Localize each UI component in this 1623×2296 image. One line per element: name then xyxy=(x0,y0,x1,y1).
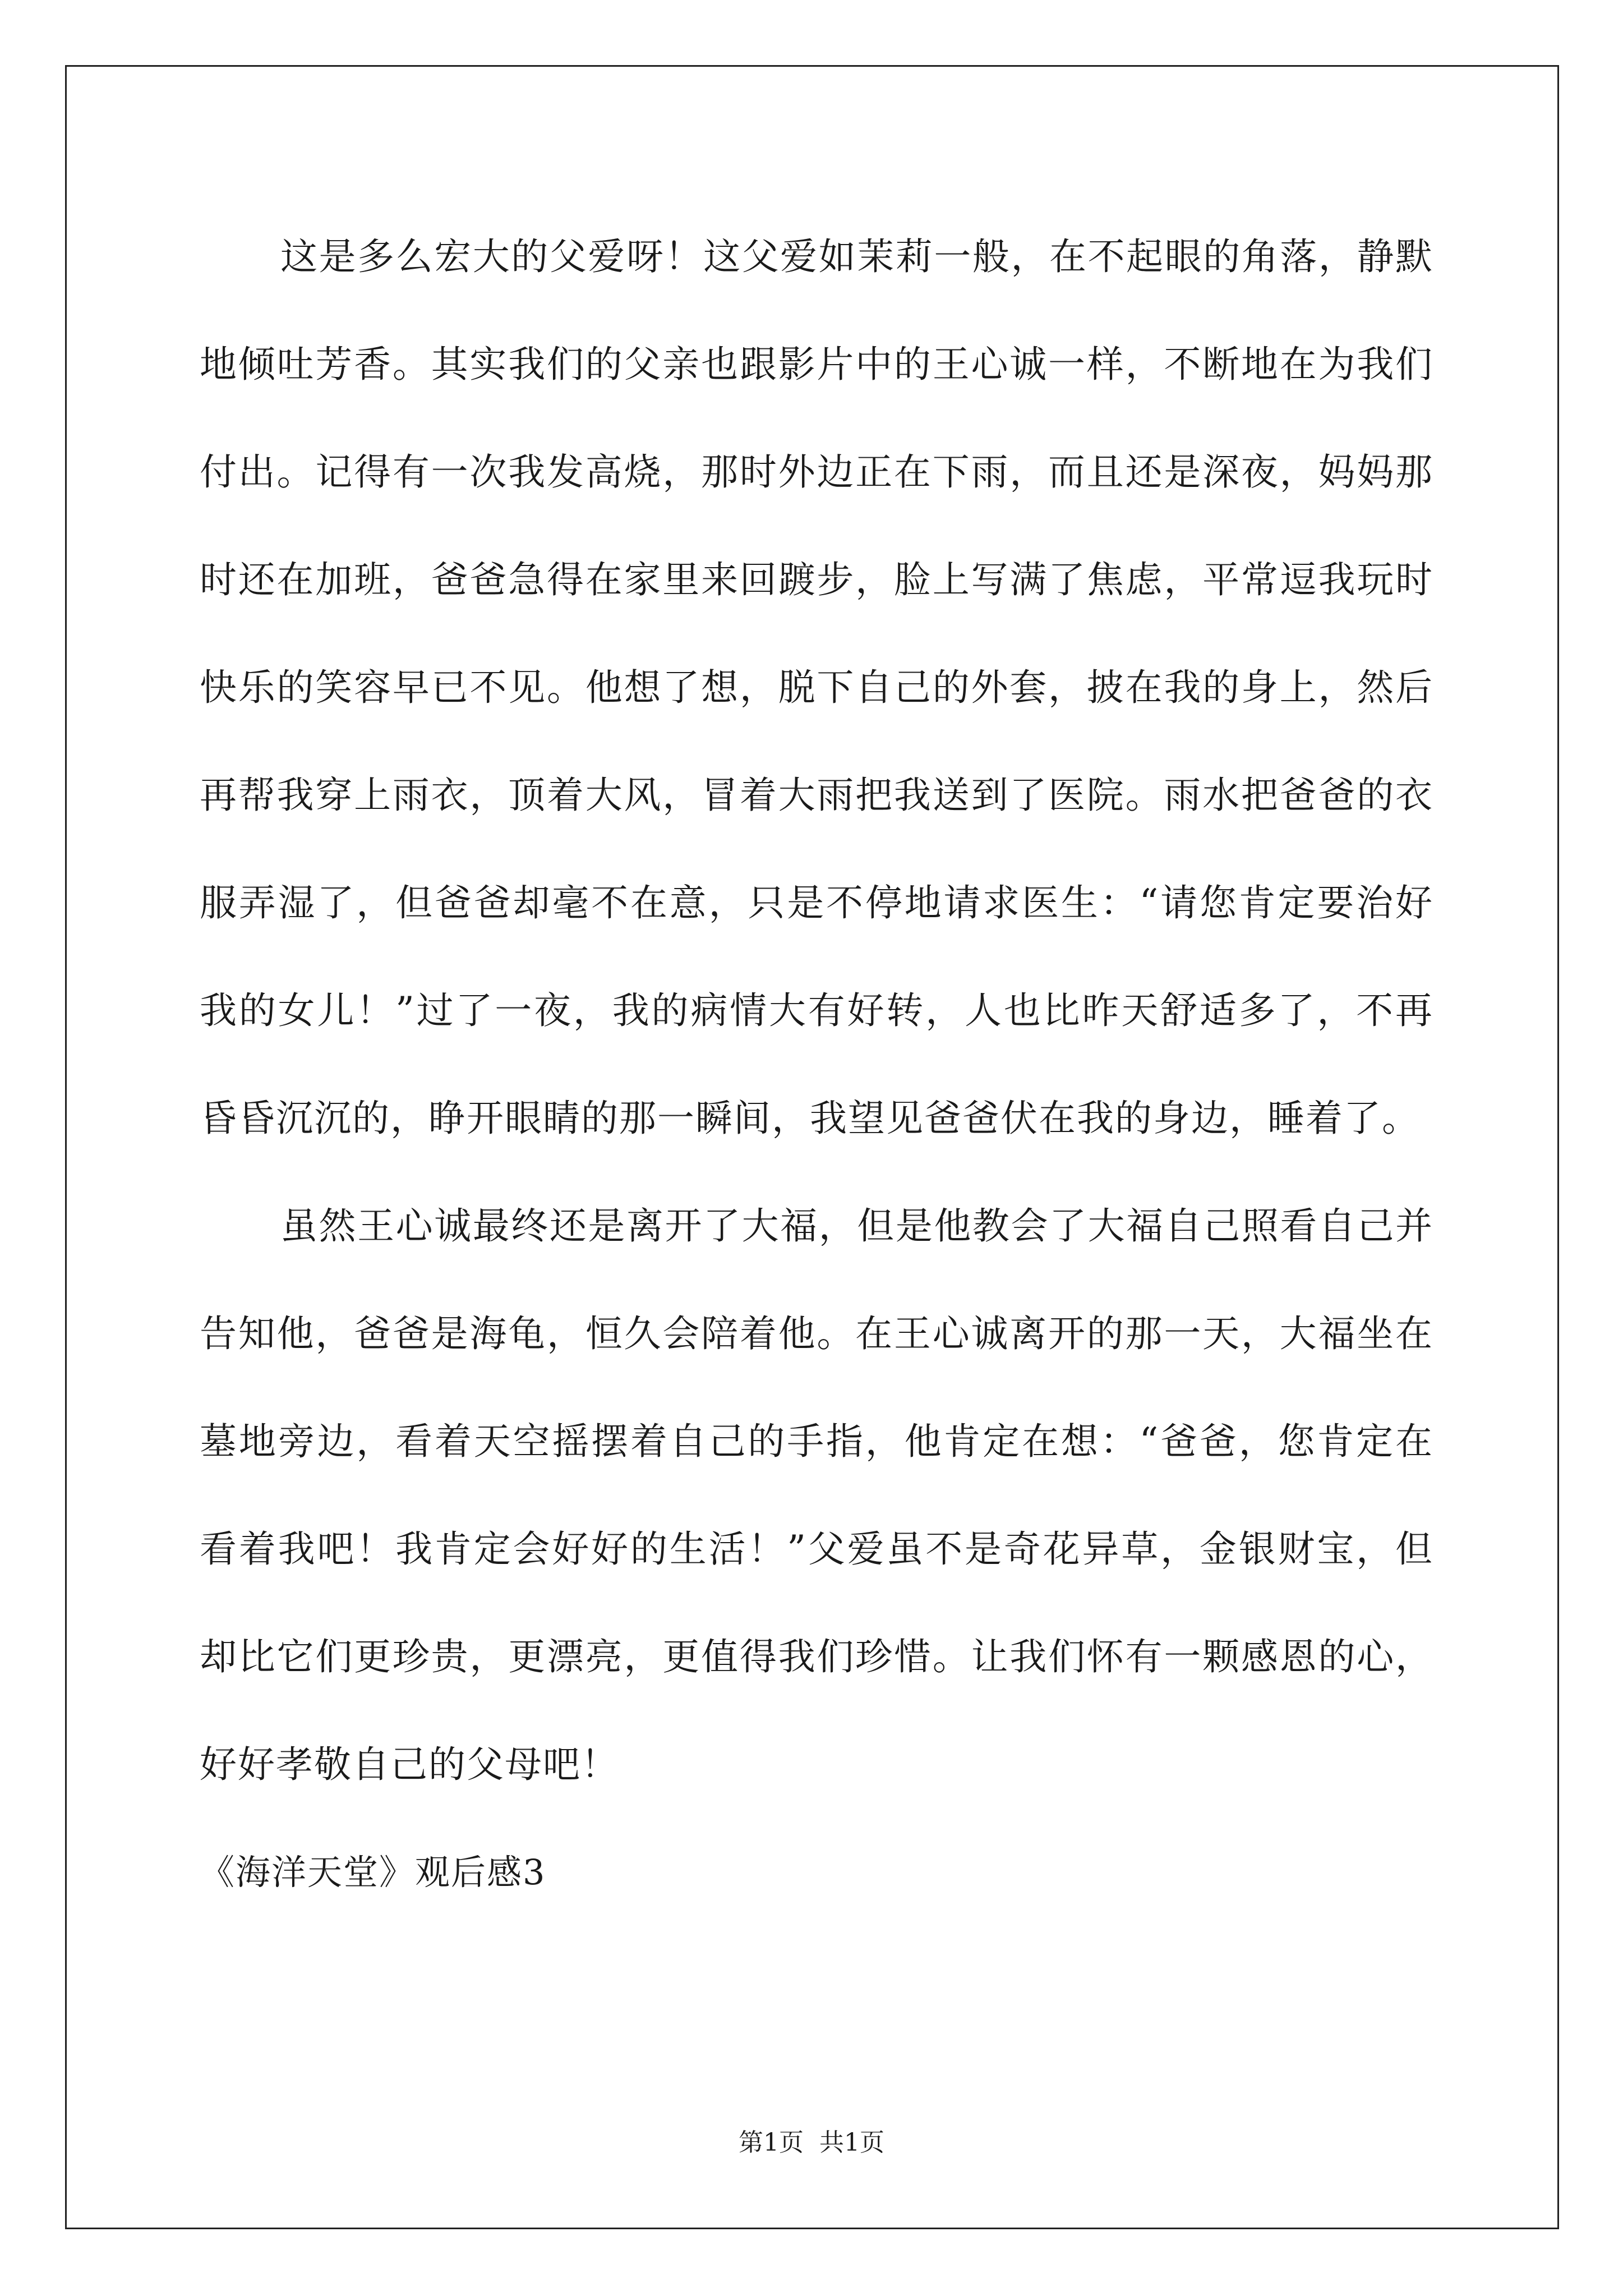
document-body xyxy=(200,203,1433,1926)
page-total: 共1页 xyxy=(819,2128,884,2157)
paragraph: 这是多么宏大的父爱呀！这父爱如茉莉一般，在不起眼的角落，静默地倾吐芳香。其实我们的父亲也跟影片中的王心诚一样，不断地在为我们付出。记得有一次我发高烧，那时外边正在下雨，而且还是深夜，妈妈那时还在加班，爸爸急得在家里来回踱步，脸上写满了焦虑，平常逗我玩时快乐的笑容早已不见。他想了想，脱下自己的外套，披在我的身上，然后再帮我穿上雨衣，顶着大风，冒着大雨把我送到了医院。雨水把爸爸的衣服弄湿了，但爸爸却毫不在意，只是不停地请求医生：“请您肯定要治好我的女儿！”过了一夜，我的病情大有好转，人也比昨天舒适多了，不再昏昏沉沉的，睁开眼睛的那一瞬间，我望见爸爸伏在我的身边，睡着了。 xyxy=(200,235,1433,1140)
page-number: 第1页 xyxy=(739,2128,804,2157)
paragraph: 虽然王心诚最终还是离开了大福，但是他教会了大福自己照看自己并告知他，爸爸是海龟，恒久会陪着他。在王心诚离开的那一天，大福坐在墓地旁边，看着天空摇摆着自己的手指，他肯定在想：“爸爸，您肯定在看着我吧！我肯定会好好的生活！”父爱虽不是奇花异草，金银财宝，但却比它们更珍贵，更漂亮，更值得我们珍惜。让我们怀有一颗感恩的心，好好孝敬自己的父母吧！ xyxy=(200,1204,1433,1786)
section-heading: 《海洋天堂》观后感3 xyxy=(200,1852,546,1893)
page-footer xyxy=(0,2126,1623,2160)
